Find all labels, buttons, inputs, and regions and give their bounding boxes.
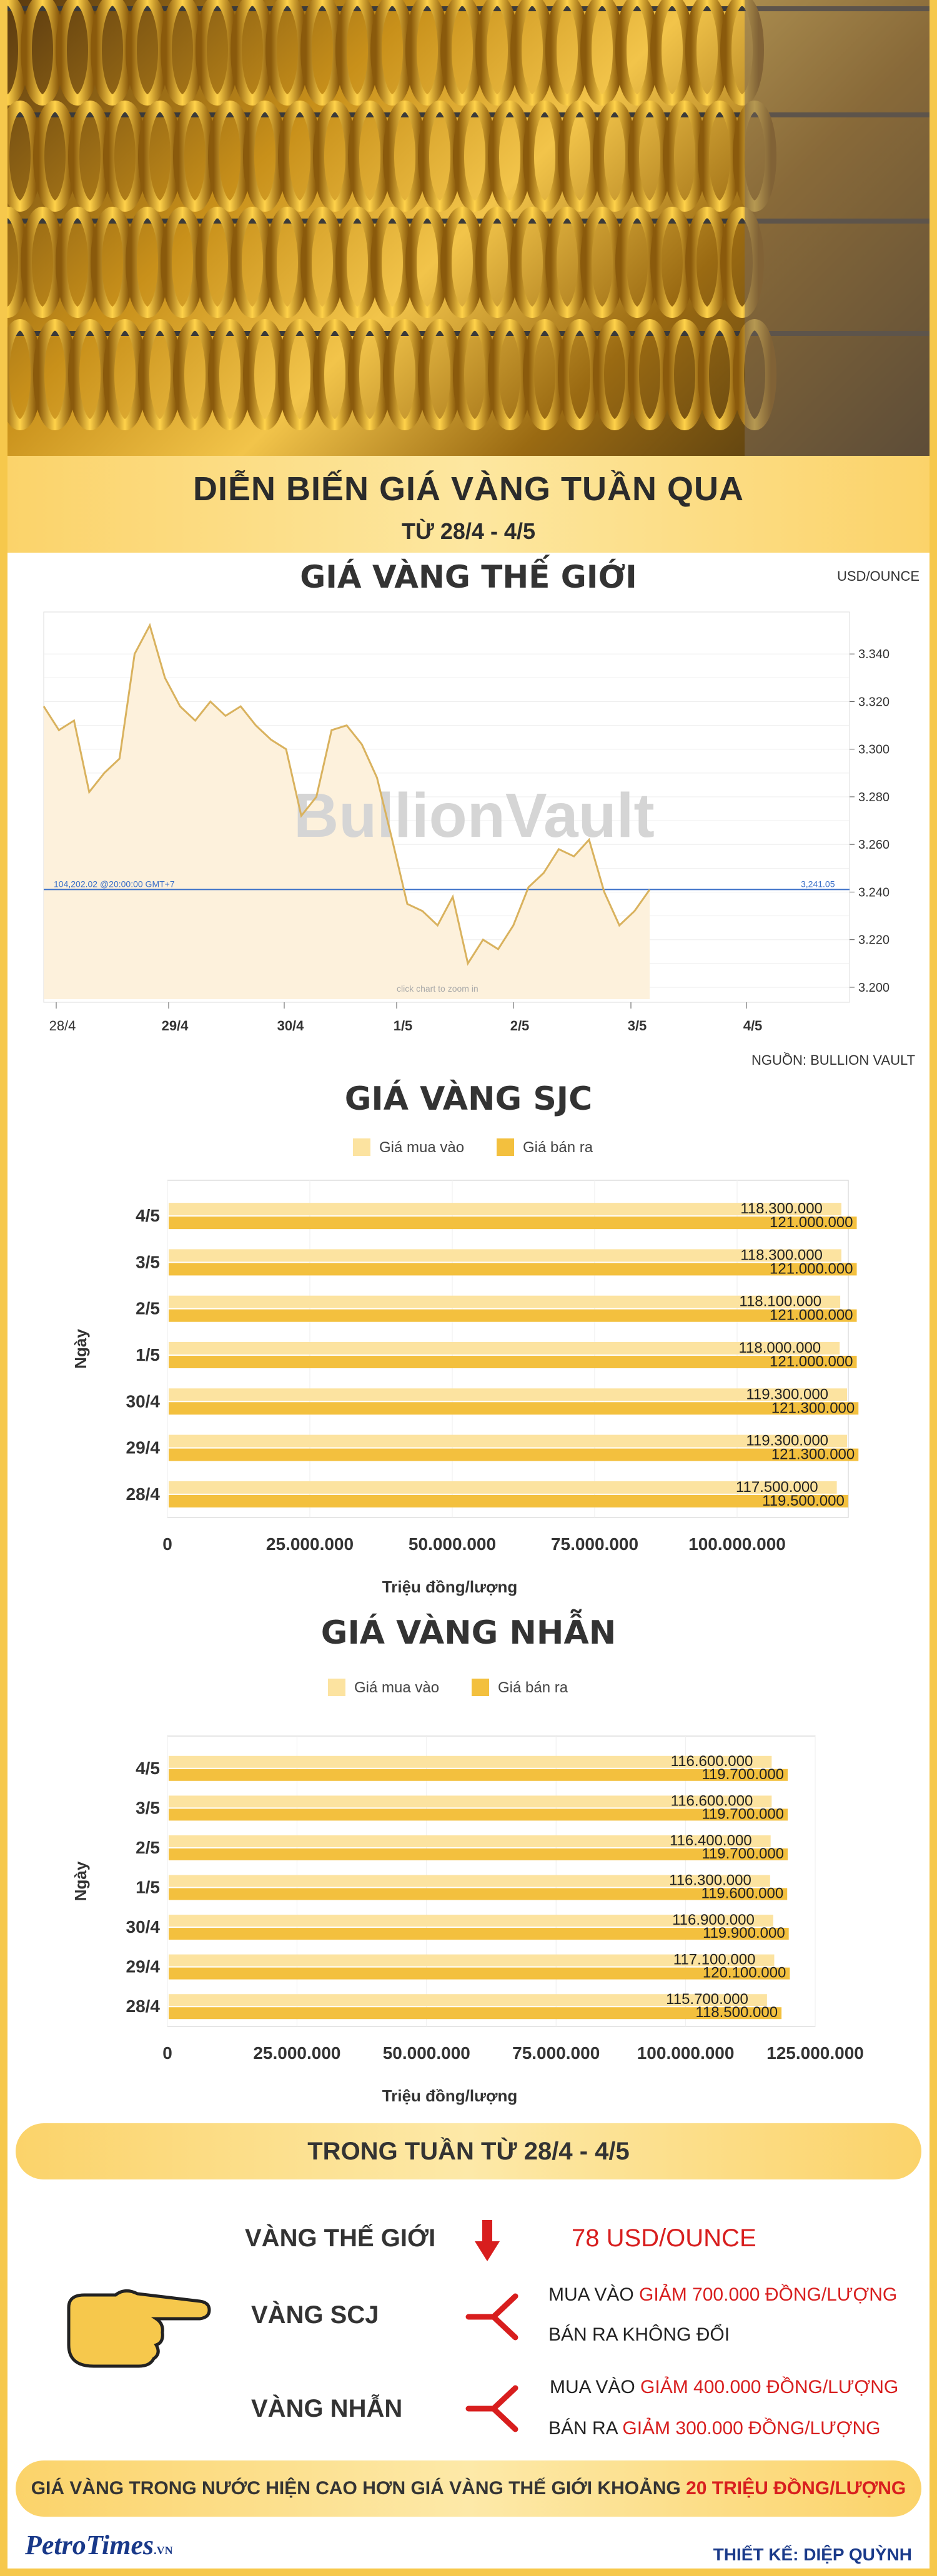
bar-sell[interactable] <box>169 1809 788 1820</box>
bangle <box>389 325 421 425</box>
world-ytick-label: 3.280 <box>858 790 890 804</box>
bar-category-label: 28/4 <box>126 1484 160 1504</box>
bar-xlabel: Triệu đồng/lượng <box>382 2086 518 2105</box>
bangle <box>131 212 164 312</box>
bangle <box>354 325 386 425</box>
bangle <box>341 0 374 100</box>
chart-legend <box>328 1679 568 1696</box>
legend-label-sell: Giá bán ra <box>523 1139 593 1156</box>
bangle <box>563 325 596 425</box>
bangle <box>341 212 374 312</box>
bar-buy-value: 117.100.000 <box>673 1951 756 1968</box>
bar-category-label: 29/4 <box>126 1957 160 1976</box>
bar-buy-value: 119.300.000 <box>746 1386 829 1403</box>
bar-category-label: 3/5 <box>136 1798 160 1818</box>
bar-category-label: 29/4 <box>126 1438 160 1458</box>
bangle <box>668 325 701 425</box>
bar-sell-value: 118.500.000 <box>695 2004 778 2021</box>
bangle <box>424 106 456 206</box>
world-ytick-label: 3.320 <box>858 695 890 709</box>
world-ytick-label: 3.200 <box>858 980 890 995</box>
footer-note-text: GIÁ VÀNG TRONG NƯỚC HIỆN CAO HƠN GIÁ VÀNG THẾ GIỚI KHOẢNG <box>31 2478 687 2499</box>
bar-sell-value: 119.600.000 <box>701 1885 784 1902</box>
bangle <box>96 0 129 100</box>
bar-xtick-label: 0 <box>162 1534 172 1554</box>
petrotimes-logo[interactable] <box>25 2529 173 2561</box>
bar-category-label: 3/5 <box>136 1252 160 1272</box>
bar-buy-value: 118.300.000 <box>740 1200 823 1218</box>
world-summary-value: 78 USD/OUNCE <box>572 2224 756 2252</box>
bangle <box>703 106 736 206</box>
bangle <box>528 325 561 425</box>
bangle <box>551 0 583 100</box>
ring-sell-prefix: BÁN RA <box>548 2418 623 2439</box>
bar-sell[interactable] <box>169 1216 857 1229</box>
bar-ylabel: Ngày <box>71 1861 90 1902</box>
bangle <box>74 106 106 206</box>
bangle <box>493 325 526 425</box>
bangle <box>201 0 234 100</box>
bangle <box>319 106 351 206</box>
bar-category-label: 28/4 <box>126 1996 160 2016</box>
bar-buy-value: 116.600.000 <box>670 1792 753 1810</box>
bar-buy-value: 115.700.000 <box>666 1991 748 2008</box>
ring-bar-chart[interactable] <box>0 1661 937 2111</box>
bangle <box>319 325 351 425</box>
bangle <box>201 212 234 312</box>
world-chart-title: GIÁ VÀNG THẾ GIỚI <box>300 559 637 595</box>
bar-buy-value: 117.500.000 <box>735 1478 818 1496</box>
bangle <box>633 325 666 425</box>
bar-sell[interactable] <box>169 1310 857 1322</box>
bangle <box>236 212 269 312</box>
bar-xtick-label: 25.000.000 <box>253 2043 341 2063</box>
world-xtick-label: 2/5 <box>510 1018 530 1034</box>
bangle <box>249 106 281 206</box>
bangle <box>656 212 688 312</box>
bangle <box>586 212 618 312</box>
bangle <box>459 106 491 206</box>
bangles-illustration <box>7 0 930 456</box>
bangle <box>691 212 723 312</box>
ring-buy-line <box>550 2377 898 2398</box>
bar-category-label: 4/5 <box>136 1206 160 1226</box>
bangle <box>26 0 59 100</box>
bar-buy-value: 119.300.000 <box>746 1432 829 1449</box>
footer-note-pill <box>16 2460 921 2517</box>
ring-summary-label: VÀNG NHẪN <box>251 2395 403 2422</box>
bangle <box>61 0 94 100</box>
bangle <box>446 212 478 312</box>
ring-sell-change: GIẢM 300.000 ĐỒNG/LƯỢNG <box>622 2418 881 2439</box>
bar-sell-value: 119.500.000 <box>762 1492 845 1509</box>
ring-buy-prefix: MUA VÀO <box>550 2377 641 2397</box>
bar-buy-value: 116.400.000 <box>669 1832 752 1849</box>
bangle <box>236 0 269 100</box>
bangle <box>271 0 304 100</box>
world-unit: USD/OUNCE <box>837 568 920 584</box>
split-arrow-icon <box>465 2289 528 2345</box>
bangle <box>284 325 316 425</box>
bar-sell-value: 119.700.000 <box>702 1805 785 1823</box>
bangle <box>621 212 653 312</box>
bar-xtick-label: 100.000.000 <box>637 2043 735 2063</box>
bar-xtick-label: 50.000.000 <box>382 2043 470 2063</box>
bangle <box>656 0 688 100</box>
bar-buy-value: 118.100.000 <box>739 1293 822 1310</box>
bar-sell-value: 121.300.000 <box>771 1399 855 1417</box>
bar-sell[interactable] <box>169 2007 781 2019</box>
bar-buy-value: 116.600.000 <box>670 1752 753 1770</box>
sjc-sell-line: BÁN RA KHÔNG ĐỔI <box>548 2324 730 2345</box>
bangle <box>493 106 526 206</box>
legend-label-buy: Giá mua vào <box>379 1139 465 1156</box>
bar-sell[interactable] <box>169 1888 787 1900</box>
down-arrow-icon <box>475 2220 500 2264</box>
split-arrow-icon-2 <box>465 2381 528 2437</box>
bangle <box>691 0 723 100</box>
bar-xtick-label: 75.000.000 <box>512 2043 600 2063</box>
footer-note-highlight: 20 TRIỆU ĐỒNG/LƯỢNG <box>686 2478 906 2499</box>
bangle <box>389 106 421 206</box>
bangle <box>109 106 141 206</box>
bangle <box>214 325 246 425</box>
legend-swatch-buy <box>353 1138 370 1156</box>
sjc-bar-chart[interactable] <box>0 1124 937 1611</box>
bar-category-label: 1/5 <box>136 1877 160 1897</box>
world-xtick-label: 1/5 <box>393 1018 413 1034</box>
bangle <box>39 106 71 206</box>
main-subtitle: TỪ 28/4 - 4/5 <box>402 518 535 544</box>
world-zoom-hint: click chart to zoom in <box>397 984 478 994</box>
world-summary-label: VÀNG THẾ GIỚI <box>245 2224 436 2252</box>
chart-legend <box>353 1138 593 1156</box>
world-ytick-label: 3.260 <box>858 838 890 852</box>
main-title: DIỄN BIẾN GIÁ VÀNG TUẦN QUA <box>192 470 745 508</box>
bangle <box>481 0 513 100</box>
world-xtick-label: 29/4 <box>161 1018 189 1034</box>
legend-label-sell: Giá bán ra <box>498 1679 568 1696</box>
ring-sell-line <box>548 2418 881 2439</box>
bar-sell[interactable] <box>169 1449 858 1461</box>
sjc-summary-label: VÀNG SCJ <box>251 2301 379 2329</box>
bangle <box>284 106 316 206</box>
world-ytick-label: 3.220 <box>858 933 890 947</box>
sjc-buy-line <box>548 2284 897 2306</box>
bangle <box>96 212 129 312</box>
bangle <box>144 325 176 425</box>
bangle <box>424 325 456 425</box>
summary-title-pill: TRONG TUẦN TỪ 28/4 - 4/5 <box>16 2123 921 2179</box>
legend-swatch-buy <box>328 1679 345 1696</box>
bar-ylabel: Ngày <box>71 1329 90 1369</box>
world-xtick-label: 28/4 <box>49 1018 76 1034</box>
bar-sell[interactable] <box>169 1356 857 1368</box>
legend-swatch-sell <box>497 1138 514 1156</box>
world-ytick-label: 3.300 <box>858 743 890 757</box>
bangle <box>446 0 478 100</box>
bar-sell-value: 121.300.000 <box>771 1446 855 1463</box>
world-xtick-label: 4/5 <box>743 1018 763 1034</box>
bangle <box>459 325 491 425</box>
bar-xtick-label: 100.000.000 <box>688 1534 786 1554</box>
bar-sell[interactable] <box>169 1263 857 1275</box>
bangle <box>598 106 631 206</box>
bangle <box>166 212 199 312</box>
bangle <box>516 0 548 100</box>
bar-sell-value: 121.000.000 <box>770 1306 853 1324</box>
bangle <box>214 106 246 206</box>
bar-sell-value: 119.700.000 <box>702 1845 785 1862</box>
gold-bangles-photo <box>7 0 930 456</box>
bar-xtick-label: 125.000.000 <box>766 2043 864 2063</box>
bar-buy[interactable] <box>169 1432 847 1449</box>
bangle <box>131 0 164 100</box>
bangle <box>376 0 409 100</box>
bar-sell-value: 121.000.000 <box>770 1353 853 1370</box>
bangle <box>7 106 36 206</box>
bangle <box>703 325 736 425</box>
bangle <box>621 0 653 100</box>
designer-credit: THIẾT KẾ: DIỆP QUỲNH <box>713 2545 912 2564</box>
sjc-buy-prefix: MUA VÀO <box>548 2284 640 2305</box>
sjc-buy-change: GIẢM 700.000 ĐỒNG/LƯỢNG <box>639 2284 898 2305</box>
bangle <box>179 325 211 425</box>
bar-buy-value: 118.000.000 <box>738 1340 821 1356</box>
bangle <box>354 106 386 206</box>
bar-buy-value: 116.300.000 <box>669 1872 751 1889</box>
bangle <box>306 212 339 312</box>
bangle <box>528 106 561 206</box>
bar-sell-value: 119.700.000 <box>702 1765 785 1783</box>
bar-category-label: 30/4 <box>126 1391 160 1411</box>
bangle <box>249 325 281 425</box>
bangle <box>586 0 618 100</box>
bangle <box>26 212 59 312</box>
world-ytick-label: 3.340 <box>858 648 890 662</box>
bangle <box>376 212 409 312</box>
world-xtick-label: 30/4 <box>277 1018 304 1034</box>
bar-sell-value: 121.000.000 <box>770 1260 853 1278</box>
bangle <box>179 106 211 206</box>
bar-sell[interactable] <box>169 1928 789 1940</box>
bar-xtick-label: 25.000.000 <box>265 1534 354 1554</box>
bar-category-label: 4/5 <box>136 1758 160 1778</box>
bar-buy-value: 118.300.000 <box>740 1246 823 1264</box>
bar-sell-value: 121.000.000 <box>770 1214 853 1231</box>
bar-sell[interactable] <box>169 1769 788 1781</box>
bar-category-label: 1/5 <box>136 1345 160 1364</box>
bangle <box>668 106 701 206</box>
world-watermark: BullionVault <box>294 781 655 851</box>
world-line-chart[interactable] <box>0 600 937 1037</box>
ring-buy-change: GIẢM 400.000 ĐỒNG/LƯỢNG <box>640 2377 899 2397</box>
bangle <box>598 325 631 425</box>
ring-chart-title: GIÁ VÀNG NHẪN <box>320 1614 617 1652</box>
legend-label-buy: Giá mua vào <box>354 1679 440 1696</box>
bangle <box>411 0 444 100</box>
bangle <box>144 106 176 206</box>
logo-sub: .VN <box>154 2544 173 2557</box>
bangle <box>7 325 36 425</box>
bar-sell[interactable] <box>169 1848 788 1860</box>
bar-xtick-label: 0 <box>162 2043 172 2063</box>
bar-xlabel: Triệu đồng/lượng <box>382 1577 518 1596</box>
bangle <box>306 0 339 100</box>
bar-category-label: 2/5 <box>136 1298 160 1318</box>
bangle <box>516 212 548 312</box>
bar-category-label: 2/5 <box>136 1837 160 1857</box>
bangle <box>166 0 199 100</box>
title-banner <box>7 456 930 553</box>
bar-sell[interactable] <box>169 1968 790 1980</box>
bar-buy[interactable] <box>169 1388 847 1401</box>
bar-sell-value: 119.900.000 <box>703 1925 785 1942</box>
bar-xtick-label: 50.000.000 <box>408 1534 497 1554</box>
bangle <box>481 212 513 312</box>
world-xtick-label: 3/5 <box>627 1018 647 1034</box>
bangle <box>411 212 444 312</box>
bar-sell[interactable] <box>169 1402 858 1414</box>
bar-category-label: 30/4 <box>126 1917 160 1937</box>
bangle <box>39 325 71 425</box>
world-ref-label-left: 104,202.02 @20:00:00 GMT+7 <box>54 879 175 889</box>
bangle <box>61 212 94 312</box>
bar-xtick-label: 75.000.000 <box>550 1534 639 1554</box>
bangle <box>109 325 141 425</box>
world-source: NGUỒN: BULLION VAULT <box>751 1052 916 1068</box>
bar-buy-value: 116.900.000 <box>672 1912 755 1929</box>
sjc-chart-title: GIÁ VÀNG SJC <box>344 1080 593 1118</box>
world-ytick-label: 3.240 <box>858 886 890 900</box>
bangle <box>551 212 583 312</box>
bangle <box>271 212 304 312</box>
bangle <box>563 106 596 206</box>
pointing-hand-icon <box>56 2282 212 2376</box>
legend-swatch-sell <box>472 1679 489 1696</box>
bangle <box>74 325 106 425</box>
bar-sell-value: 120.100.000 <box>702 1964 786 1981</box>
logo-text: PetroTimes <box>25 2530 154 2560</box>
bangle <box>633 106 666 206</box>
bar-sell[interactable] <box>169 1492 848 1509</box>
world-ref-label-right: 3,241.05 <box>801 879 835 889</box>
